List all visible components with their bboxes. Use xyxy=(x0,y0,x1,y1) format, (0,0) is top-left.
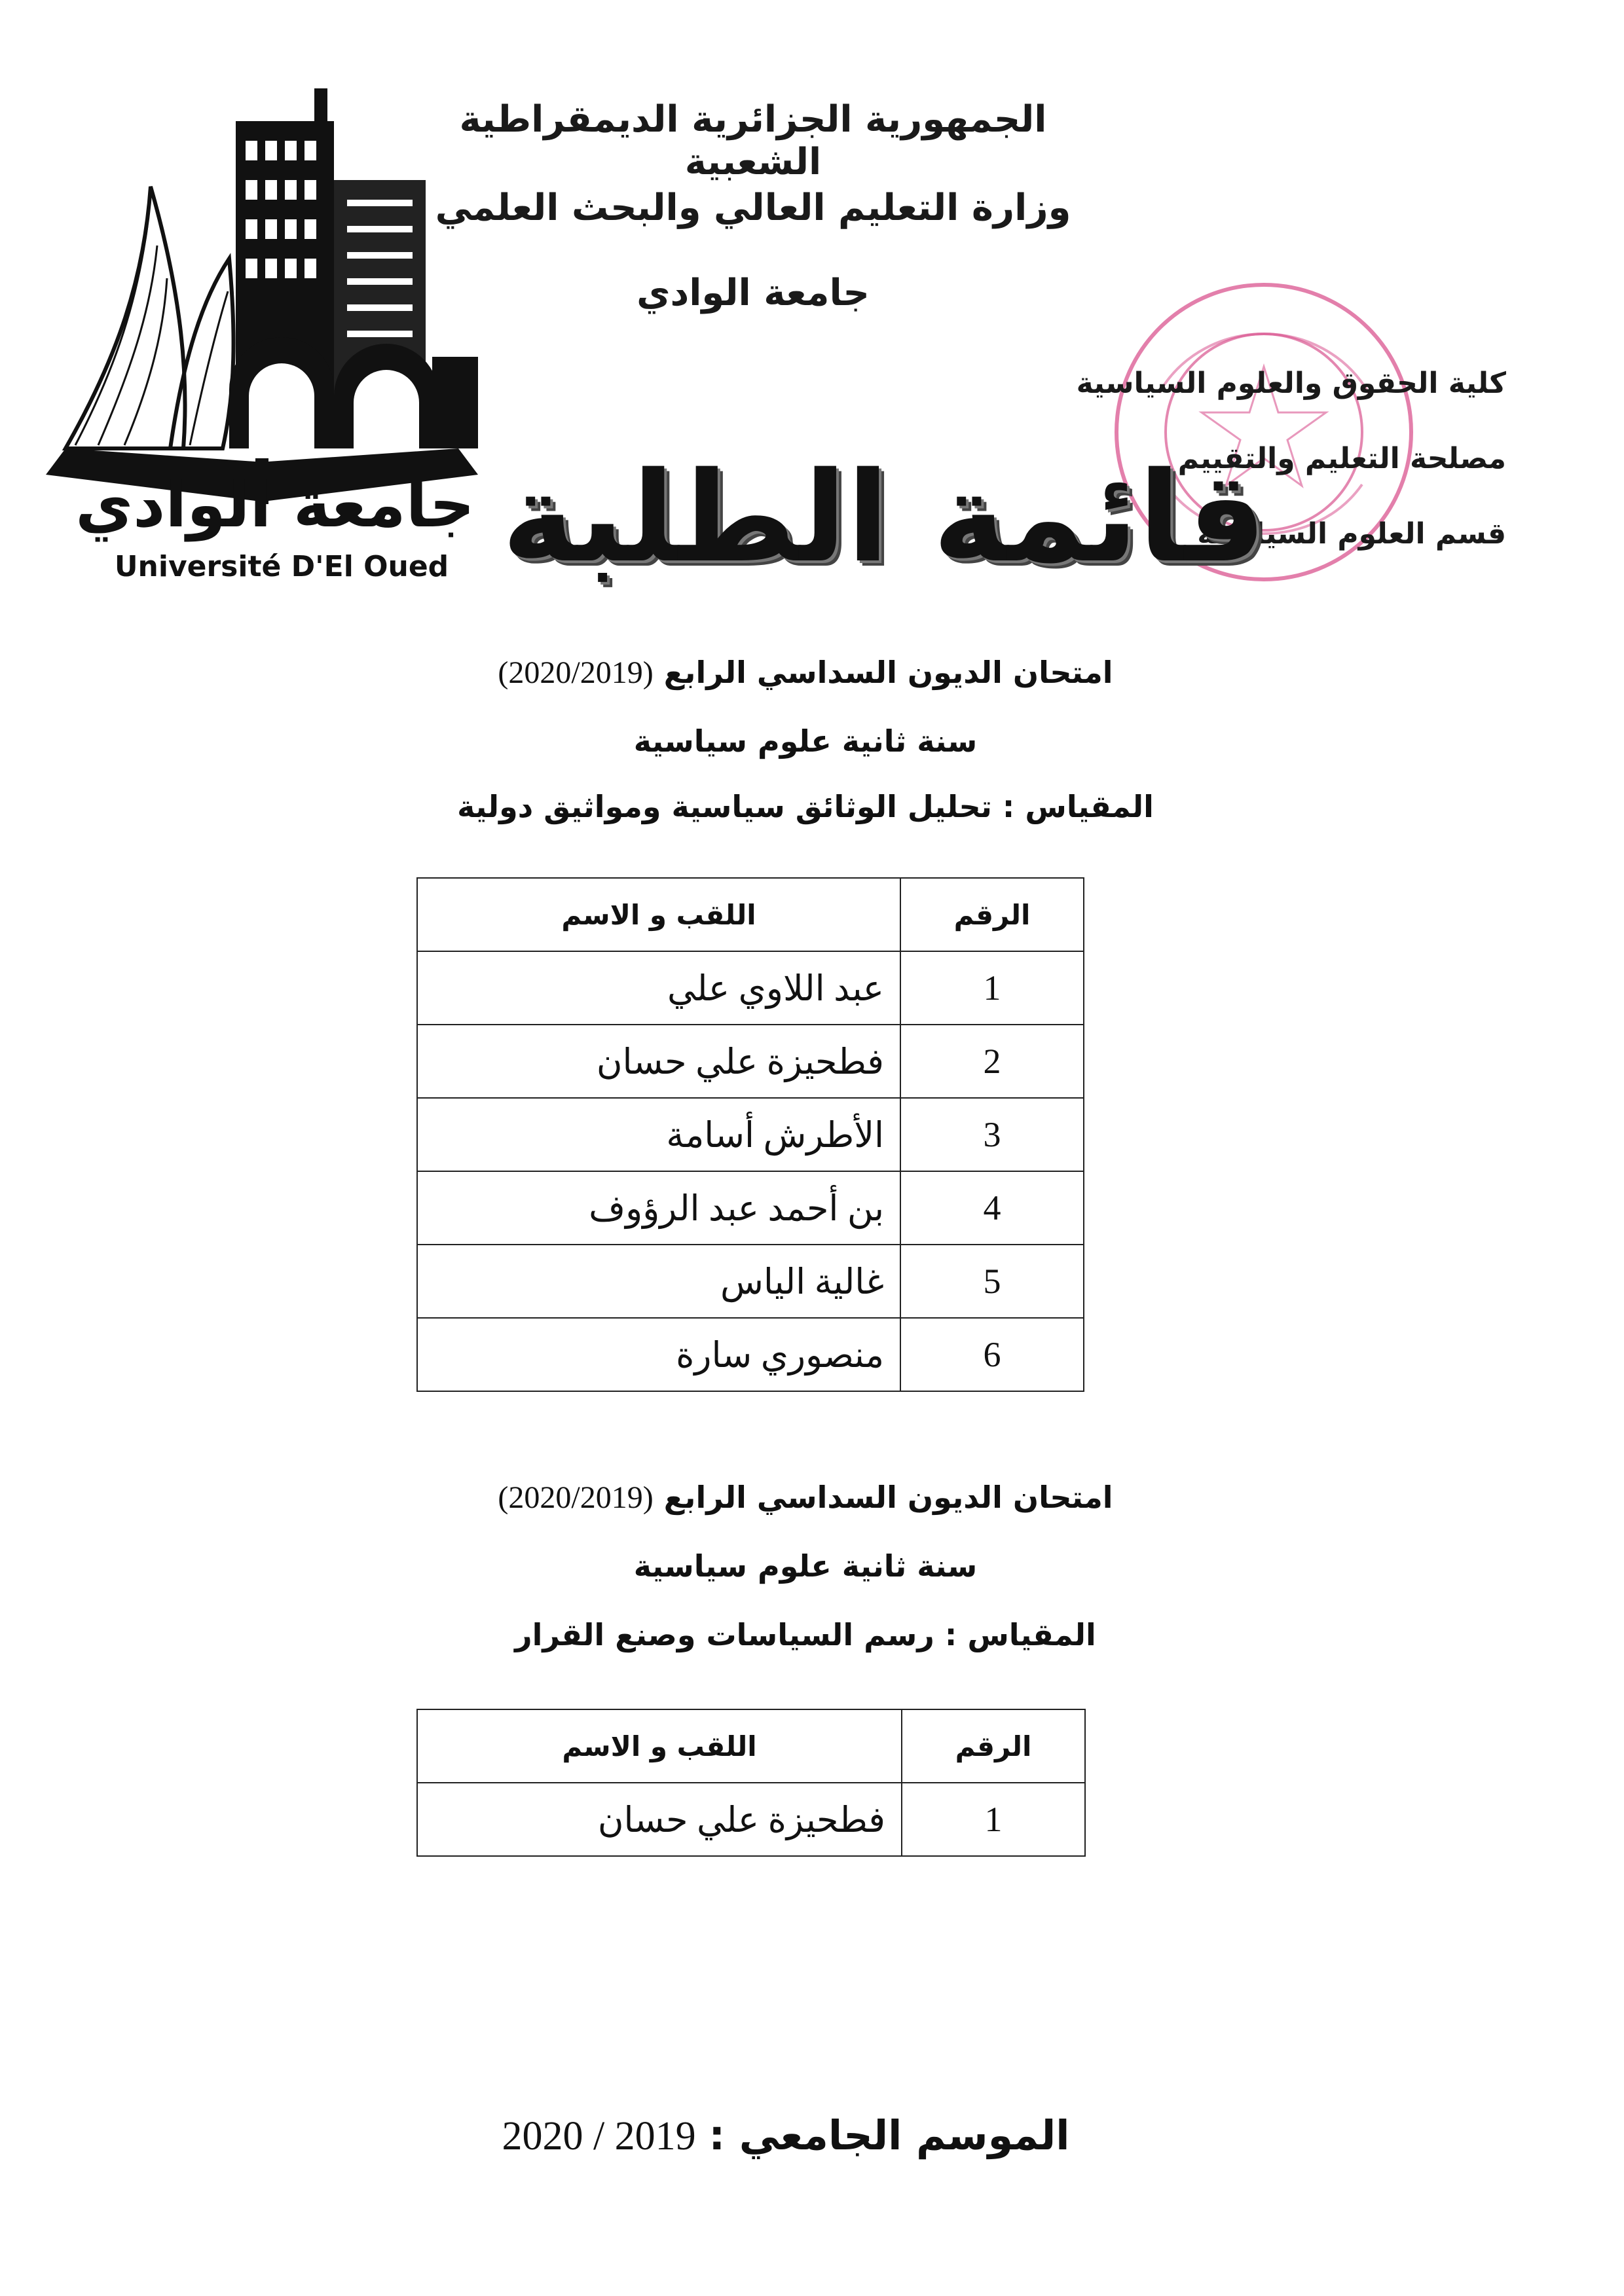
student-name: منصوري سارة xyxy=(417,1318,900,1391)
page-title: قائمة الطلبة xyxy=(502,445,1266,590)
academic-year-value: 2020 / 2019 xyxy=(502,2114,696,2159)
table-header-row xyxy=(417,1709,1085,1783)
university-line: جامعة الوادي xyxy=(637,272,870,314)
student-name: غالية الياس xyxy=(417,1245,900,1318)
logo-french-text: Université D'El Oued xyxy=(114,550,449,583)
exam-name-2: امتحان الديون السداسي الرابع xyxy=(663,1480,1113,1515)
table-row xyxy=(417,1098,1084,1171)
table-row xyxy=(417,1783,1085,1856)
exam-name-1: امتحان الديون السداسي الرابع xyxy=(663,655,1113,690)
student-name: فطحيزة علي حسان xyxy=(417,1783,902,1856)
table-row xyxy=(417,1025,1084,1098)
row-number: 1 xyxy=(900,951,1084,1025)
level-line-2: سنة ثانية علوم سياسية xyxy=(633,1548,978,1584)
republic-line: الجمهورية الجزائرية الديمقراطية الشعبية xyxy=(459,98,1047,183)
faculty-line: كلية الحقوق والعلوم السياسية xyxy=(1076,367,1506,400)
department-line: قسم العلوم السياسية xyxy=(1197,517,1506,551)
student-name: بن أحمد عبد الرؤوف xyxy=(417,1171,900,1245)
row-number: 2 xyxy=(900,1025,1084,1098)
ministry-line: وزارة التعليم العالي والبحث العلمي xyxy=(435,187,1071,229)
table-header-row xyxy=(417,878,1084,951)
column-header-number: الرقم xyxy=(902,1709,1085,1783)
row-number: 3 xyxy=(900,1098,1084,1171)
column-header-number: الرقم xyxy=(900,878,1084,951)
table-row xyxy=(417,951,1084,1025)
table-row xyxy=(417,1318,1084,1391)
row-number: 5 xyxy=(900,1245,1084,1318)
students-table-1 xyxy=(416,877,1084,1392)
logo-arabic-text: جامعة الوادي xyxy=(75,468,475,541)
service-line: مصلحة التعليم والتقييم xyxy=(1177,442,1506,475)
row-number: 6 xyxy=(900,1318,1084,1391)
student-name: عبد اللاوي علي xyxy=(417,951,900,1025)
subject-line-2: المقياس : رسم السياسات وصنع القرار xyxy=(515,1617,1096,1652)
table-row xyxy=(417,1171,1084,1245)
academic-year-label: الموسم الجامعي : xyxy=(709,2111,1070,2159)
row-number: 4 xyxy=(900,1171,1084,1245)
column-header-name: اللقب و الاسم xyxy=(417,878,900,951)
exam-year-2: (2020/2019) xyxy=(498,1480,654,1515)
exam-heading-1 xyxy=(380,655,1231,691)
exam-heading-2 xyxy=(380,1480,1231,1516)
level-line-1: سنة ثانية علوم سياسية xyxy=(633,723,978,759)
exam-year-1: (2020/2019) xyxy=(498,655,654,690)
student-name: فطحيزة علي حسان xyxy=(417,1025,900,1098)
row-number: 1 xyxy=(902,1783,1085,1856)
academic-year-footer xyxy=(458,2111,1113,2160)
students-table-2 xyxy=(416,1709,1086,1857)
subject-line-1: المقياس : تحليل الوثائق سياسية ومواثيق دولية xyxy=(457,789,1154,824)
table-row xyxy=(417,1245,1084,1318)
student-name: الأطرش أسامة xyxy=(417,1098,900,1171)
column-header-name: اللقب و الاسم xyxy=(417,1709,902,1783)
